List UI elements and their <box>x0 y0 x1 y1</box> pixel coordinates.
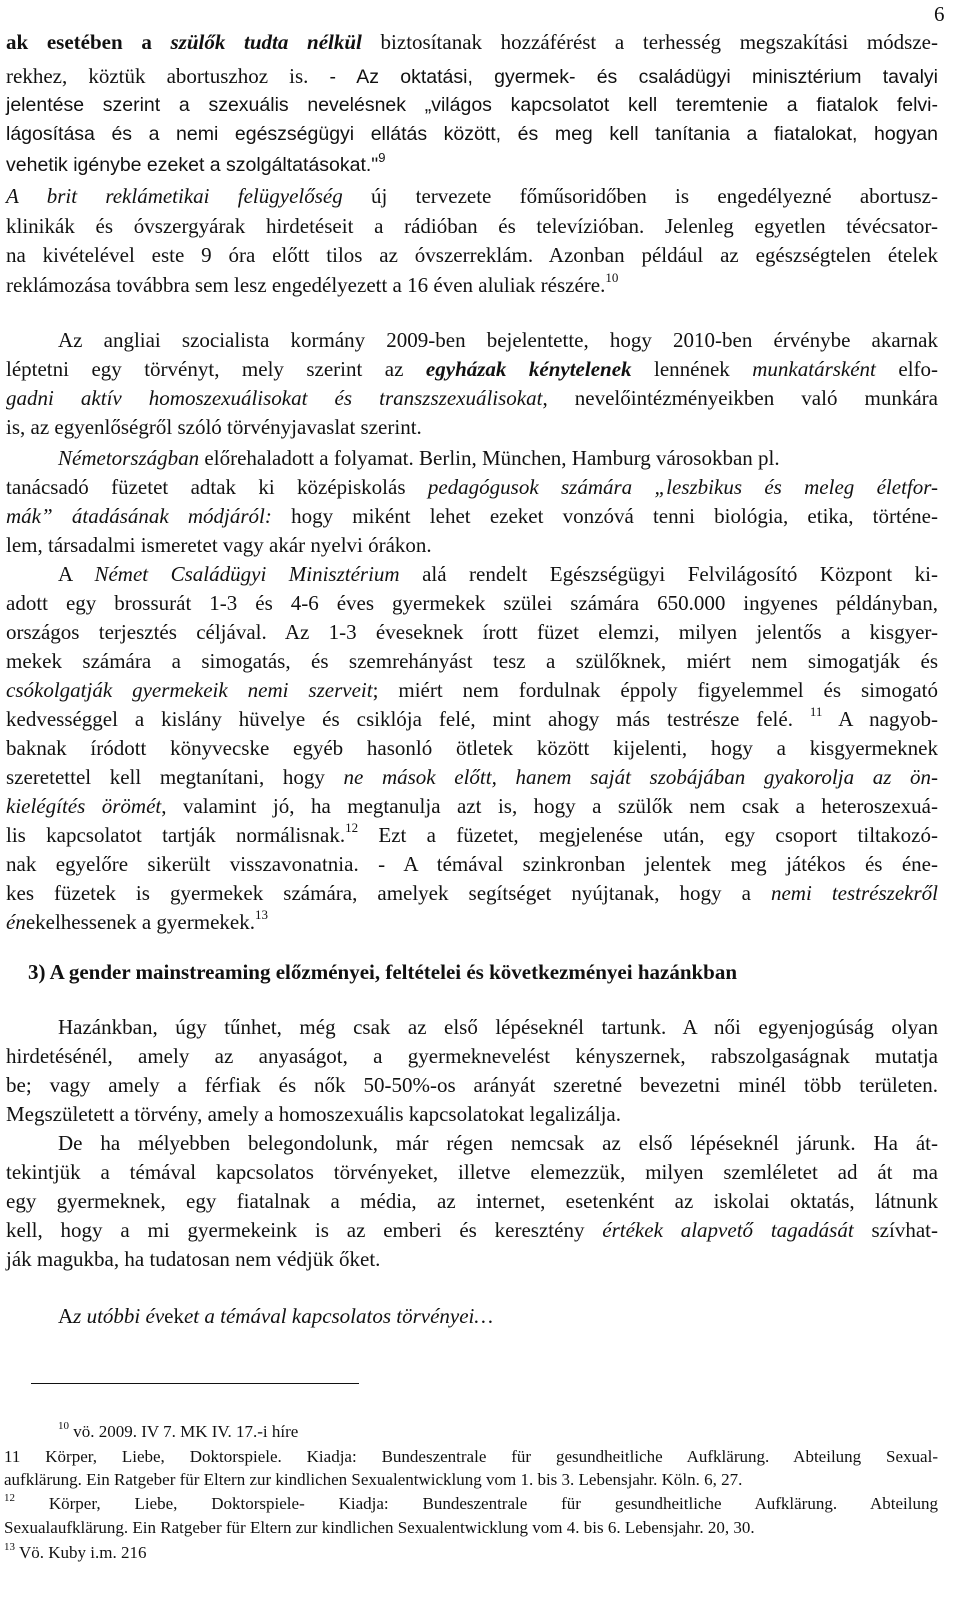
footnote-mark: 13 <box>4 1541 15 1554</box>
text-line <box>6 64 938 90</box>
text-line: baknak íródott könyvecske egyéb hasonló ötletek között kijelenti, hogy a kisgyermeknek <box>6 736 938 760</box>
footnote-12 <box>4 1494 938 1514</box>
text-line: ják magukba, ha tudatosan nem védjük őket. <box>6 1247 381 1271</box>
text-line: klinikák és óvszergyárak hirdetéseit a rádióban és televízióban. Jelenleg egyetlen tévécsator- <box>6 214 938 238</box>
text-run: A <box>58 562 95 586</box>
text-line: egy gyermeknek, egy fiatalnak a média, az internet, esetenként az iskolai oktatás, látnunk <box>6 1189 938 1213</box>
footnote-mark: 12 <box>4 1492 15 1505</box>
footnote-12-cont: Sexualaufklärung. Ein Ratgeber für Eltern zur kindlichen Sexualentwicklung vom 4. bis 6. Lebensjahr. 20, 30. <box>4 1518 755 1537</box>
text-line <box>58 562 938 587</box>
text-line: jelentése szerint a szexuális nevelésnek „világos kapcsolatot kell teremtenie a fiatalok felvi- <box>6 94 938 116</box>
text-line <box>6 149 938 178</box>
text-line <box>6 765 938 790</box>
text-run: kell, hogy a mi gyermekeink is az emberi és keresztény <box>6 1218 603 1242</box>
text-line <box>6 907 938 935</box>
footnote-ref: 10 <box>605 270 619 285</box>
text-run: kedvességgel a kislány hüvelye és csiklója felé, mint ahogy más testrésze felé. <box>6 707 810 731</box>
footnote-11: 11 Körper, Liebe, Doktorspiele. Kiadja: Bundeszentrale für gesundheitliche Aufklärung. Abteilung Sexual- <box>4 1447 938 1466</box>
text-run: kes füzetek is gyermekek számára, amelyek segítséget nyújtanak, hogy a <box>6 881 771 905</box>
text-run: ek <box>164 1304 184 1328</box>
text-run: tanácsadó füzetet adtak ki középiskolás <box>6 475 428 499</box>
footnote-mark: 10 <box>58 1420 69 1433</box>
text-line <box>6 820 938 848</box>
text-run: szívhat- <box>853 1218 938 1242</box>
text-line <box>6 270 938 298</box>
text-line: mekek számára a simogatás, és szemrehányást tesz a szülőknek, miért nem simogatják és <box>6 649 938 673</box>
text-line: országos terjesztés céljával. Az 1-3 éveseknek írott füzet elemzi, milyen jelentős a kisgyer- <box>6 620 938 644</box>
footnote-text: Körper, Liebe, Doktorspiele- Kiadja: Bundeszentrale für gesundheitliche Aufklärung. Abteilung <box>15 1494 938 1513</box>
text-run: vehetik igénybe ezeket a szolgáltatásokat." <box>6 154 379 176</box>
text-run: szülők tudta nélkül <box>170 30 362 54</box>
text-line <box>6 678 938 703</box>
footnote-ref: 12 <box>345 820 359 835</box>
footnote-10 <box>58 1422 938 1442</box>
footnote-ref: 13 <box>254 907 268 922</box>
text-run: biztosítanak hozzáférést a terhesség megszakítási módsze- <box>361 30 938 54</box>
footnote-13 <box>4 1543 938 1563</box>
footnote-separator <box>31 1383 359 1384</box>
footnote-11-cont: aufklärung. Ein Ratgeber für Eltern zur kindlichen Sexualentwicklung vom 1. bis 3. Lebensjahr. Köln. 6, 27. <box>4 1470 743 1489</box>
text-line <box>6 504 938 529</box>
text-line: hirdetésénél, amely az anyaságot, a gyermeknevelést kényszernek, rabszolgaságnak mutatja <box>6 1044 938 1068</box>
text-run: , nevelőintézményeikben való munkára <box>542 386 938 410</box>
text-run: A <box>58 1304 74 1328</box>
text-line <box>58 1304 938 1329</box>
text-run: A nagyob- <box>822 707 938 731</box>
text-run: et a <box>183 1304 221 1328</box>
text-run: értékek alapvető tagadását <box>602 1218 854 1242</box>
text-run: kielégítés örömét <box>6 794 162 818</box>
text-line: nak egyelőre sikerült visszavonatnia. - A témával szinkronban jelentek meg játékos és éne- <box>6 852 938 876</box>
text-line <box>6 184 938 209</box>
text-run: Ezt a füzetet, megjelenése után, egy csoport tiltakozó- <box>358 823 938 847</box>
footnote-text: Vö. Kuby i.m. 216 <box>15 1543 147 1562</box>
text-line <box>6 386 938 411</box>
text-run: hogy miként lehet ezeket vonzóvá tenni biológia, etika, történe- <box>271 504 938 528</box>
text-line <box>6 475 938 500</box>
text-line: Az angliai szocialista kormány 2009-ben bejelentette, hogy 2010-ben érvénybe akarnak <box>58 328 938 352</box>
text-line <box>6 881 938 906</box>
text-run: , valamint jó, ha megtanulja azt is, hogy a szülők nem csak a heteroszexuá- <box>161 794 938 818</box>
text-run: munkatársként <box>752 357 876 381</box>
text-run: lennének <box>631 357 753 381</box>
page-number: 6 <box>934 2 945 26</box>
text-run: lis kapcsolatot tartják normálisnak. <box>6 823 346 847</box>
section-heading: 3) A gender mainstreaming előzményei, feltételei és következményei hazánkban <box>28 960 738 984</box>
text-line <box>58 446 938 471</box>
text-run: - Az oktatási, gyermek- és családügyi minisztérium tavalyi <box>329 66 938 88</box>
text-run: gadni aktív homoszexuálisokat és transzszexuálisokat <box>6 386 543 410</box>
text-run: ne mások előtt, hanem saját szobájában gyakorolja az ön- <box>343 765 938 789</box>
footnote-ref: 11 <box>809 704 823 719</box>
text-run: előrehaladott a folyamat. Berlin, München, Hamburg városokban pl. <box>199 446 780 470</box>
text-line: be; vagy amely a férfiak és nők 50-50%-os arányát szeretné bevezetni minél több területen. <box>6 1073 938 1097</box>
text-line: Megszületett a törvény, amely a homoszexuális kapcsolatokat legalizálja. <box>6 1102 621 1126</box>
text-line: is, az egyenlőségről szóló törvényjavaslat szerint. <box>6 415 422 439</box>
text-line <box>6 30 938 55</box>
text-run: csókolgatják gyermekeik nemi szerveit <box>6 678 373 702</box>
footnote-ref: 9 <box>378 149 386 165</box>
text-run: ak esetében a <box>6 30 171 54</box>
text-run: mák” átadásának módjáról: <box>6 504 272 528</box>
text-run: A brit reklámetikai felügyelőség <box>6 184 343 208</box>
text-run: egyházak kénytelenek <box>425 357 632 381</box>
text-run: nemi testrészekről <box>770 881 938 905</box>
text-run: szeretettel kell megtanítani, hogy <box>6 765 344 789</box>
text-run: Német Családügyi Minisztérium <box>94 562 400 586</box>
footnote-text: vö. 2009. IV 7. MK IV. 17.-i híre <box>69 1422 299 1441</box>
text-run: ekelhessenek a gyermekek. <box>25 910 255 934</box>
text-run: új tervezete főműsoridőben is engedélyezné abortusz- <box>342 184 938 208</box>
text-line <box>6 794 938 819</box>
text-line: adott egy brossurát 1-3 és 4-6 éves gyermekek szülei számára 650.000 ingyenes példányban, <box>6 591 938 615</box>
text-run: elfo- <box>875 357 939 381</box>
text-run: z utóbbi év <box>73 1304 165 1328</box>
text-line: lem, társadalmi ismeretet vagy akár nyelvi órákon. <box>6 533 432 557</box>
text-run: léptetni egy törvényt, mely szerint az <box>6 357 426 381</box>
text-line <box>6 704 938 732</box>
text-run: témával kapcsolatos törvényei… <box>220 1304 494 1328</box>
text-line: Hazánkban, úgy tűnhet, még csak az első lépéseknél tartunk. A női egyenjogúság olyan <box>58 1015 938 1039</box>
text-run: Németországban <box>58 446 200 470</box>
text-run: ; miért nem fordulnak éppoly figyelemmel és simogató <box>372 678 938 702</box>
text-line: lágosítása és a nemi egészségügyi ellátás között, és meg kell tanítania a fiatalokat, hogyan <box>6 123 938 145</box>
text-run: én <box>6 910 26 934</box>
text-line: De ha mélyebben belegondolunk, már régen nemcsak az első lépéseknél járunk. Ha át- <box>58 1131 938 1155</box>
text-run: reklámozása továbbra sem lesz engedélyezett a 16 éven aluliak részére. <box>6 273 606 297</box>
text-line <box>6 357 938 382</box>
text-line <box>6 1218 938 1243</box>
text-run: pedagógusok számára „leszbikus és meleg életfor- <box>427 475 939 499</box>
text-run: rekhez, köztük abortuszhoz is. <box>6 64 330 88</box>
text-line: na kivételével este 9 óra előtt tilos az óvszerreklám. Azonban például az egészségtelen ételek <box>6 243 938 267</box>
text-run: alá rendelt Egészségügyi Felvilágosító Központ ki- <box>399 562 938 586</box>
text-line: tekintjük a témával kapcsolatos törvényeket, illetve elemezzük, milyen szemléletet ad át ma <box>6 1160 938 1184</box>
